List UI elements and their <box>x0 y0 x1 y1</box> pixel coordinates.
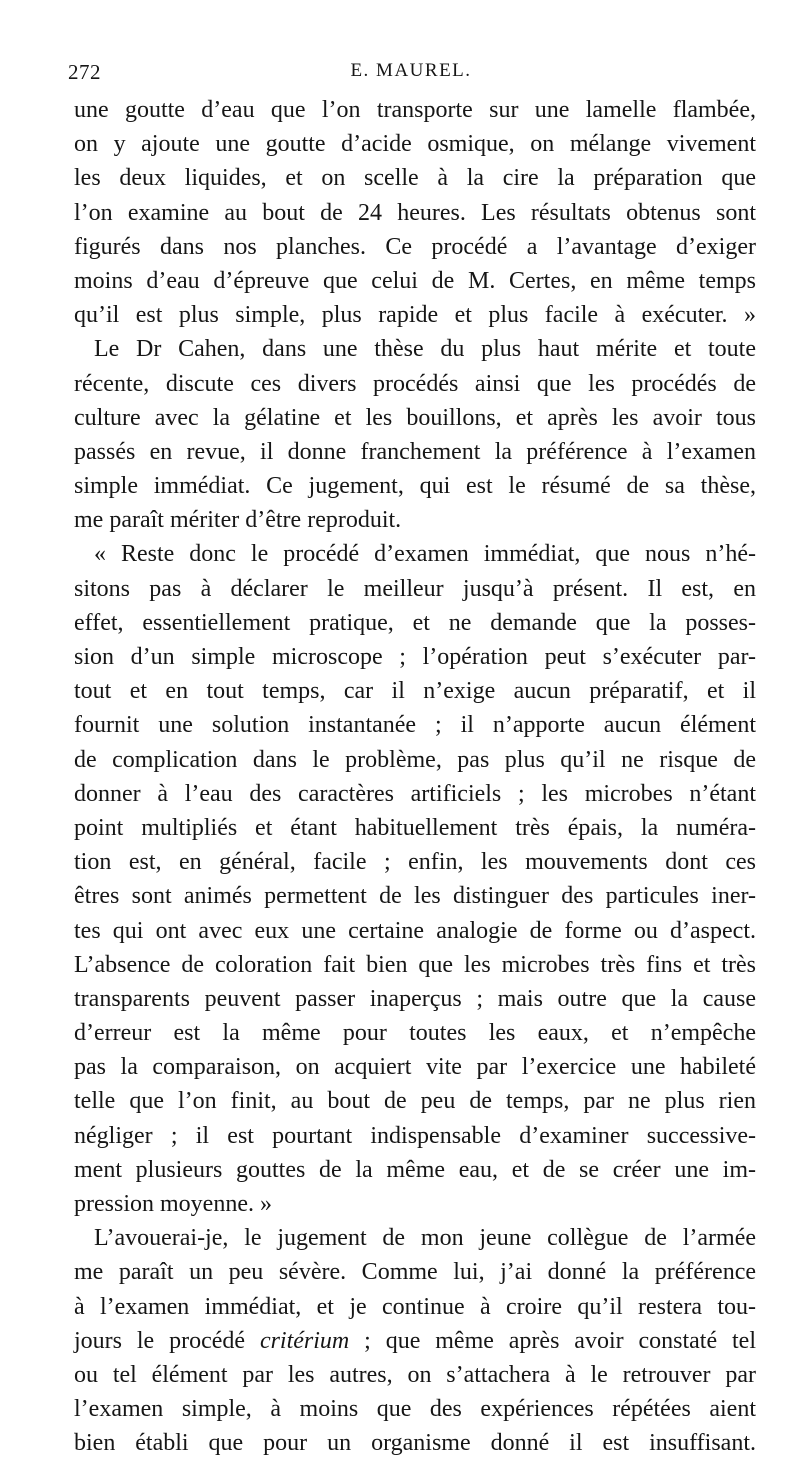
text-line: négliger ; il est pourtant indispensable d’examiner successive- <box>74 1122 756 1149</box>
text-line: une goutte d’eau que l’on transporte sur une lamelle flambée, <box>74 97 756 123</box>
text-line: L’absence de coloration fait bien que les microbes très fins et très <box>74 951 756 978</box>
italic-term: critérium <box>259 1327 350 1354</box>
text-line: jours le procédé critérium ; que même après avoir constaté tel <box>74 1327 756 1354</box>
text-line: culture avec la gélatine et les bouillons, et après les avoir tous <box>74 404 756 431</box>
running-head: E. MAUREL. <box>350 60 472 81</box>
page-number: 272 <box>68 60 101 84</box>
text-line: Le Dr Cahen, dans une thèse du plus haut mérite et toute <box>94 336 756 363</box>
text-line: tion est, en général, facile ; enfin, les mouvements dont ces <box>74 849 756 876</box>
text-line: telle que l’on finit, au bout de peu de temps, par ne plus rien <box>74 1088 756 1115</box>
text-line: on y ajoute une goutte d’acide osmique, on mélange vivement <box>74 131 756 158</box>
text-line: qu’il est plus simple, plus rapide et plus facile à exécuter. » <box>74 302 756 329</box>
text-line: sitons pas à déclarer le meilleur jusqu’à présent. Il est, en <box>74 575 756 602</box>
text-line: l’examen simple, à moins que des expériences répétées aient <box>74 1396 756 1423</box>
text-line: passés en revue, il donne franchement la préférence à l’examen <box>74 438 756 465</box>
page-header <box>68 56 754 90</box>
text-line: sion d’un simple microscope ; l’opération peut s’exécuter par- <box>74 644 756 670</box>
text-line: l’on examine au bout de 24 heures. Les résultats obtenus sont <box>74 199 756 226</box>
text-line: tout et en tout temps, car il n’exige aucun préparatif, et il <box>74 678 756 705</box>
text-line: L’avouerai-je, le jugement de mon jeune collègue de l’armée <box>94 1225 756 1252</box>
text-line: d’erreur est la même pour toutes les eaux, et n’empêche <box>74 1020 756 1047</box>
text-line: donner à l’eau des caractères artificiels ; les microbes n’étant <box>74 780 756 807</box>
text-line: les deux liquides, et on scelle à la cire la préparation que <box>74 165 756 192</box>
text-line: pas la comparaison, on acquiert vite par l’exercice une habileté <box>74 1054 756 1081</box>
text-line: récente, discute ces divers procédés ainsi que les procédés de <box>74 370 756 397</box>
text-line: figurés dans nos planches. Ce procédé a l’avantage d’exiger <box>74 233 756 260</box>
text-line: bien établi que pour un organisme donné il est insuffisant. <box>74 1430 756 1457</box>
text-line: fournit une solution instantanée ; il n’apporte aucun élément <box>74 712 756 739</box>
text-line: pression moyenne. » <box>74 1191 272 1217</box>
text-line: ment plusieurs gouttes de la même eau, et de se créer une im- <box>74 1156 756 1183</box>
text-line: me paraît mériter d’être reproduit. <box>74 507 402 534</box>
body-text <box>74 93 756 1461</box>
text-line: ou tel élément par les autres, on s’attachera à le retrouver par <box>74 1361 756 1388</box>
text-line: à l’examen immédiat, et je continue à croire qu’il restera tou- <box>74 1293 756 1320</box>
text-line: êtres sont animés permettent de les distinguer des particules iner- <box>74 883 756 910</box>
text-line: moins d’eau d’épreuve que celui de M. Certes, en même temps <box>74 267 756 294</box>
text-line: de complication dans le problème, pas plus qu’il ne risque de <box>74 746 756 773</box>
text-line: tes qui ont avec eux une certaine analogie de forme ou d’aspect. <box>74 917 756 944</box>
text-line: simple immédiat. Ce jugement, qui est le résumé de sa thèse, <box>74 473 756 500</box>
text-line: me paraît un peu sévère. Comme lui, j’ai donné la préférence <box>74 1259 756 1286</box>
text-line: effet, essentiellement pratique, et ne demande que la posses- <box>74 609 756 636</box>
text-line: « Reste donc le procédé d’examen immédiat, que nous n’hé- <box>94 541 756 568</box>
text-line: point multipliés et étant habituellement très épais, la numéra- <box>74 814 756 841</box>
text-line: transparents peuvent passer inaperçus ; mais outre que la cause <box>74 985 756 1012</box>
